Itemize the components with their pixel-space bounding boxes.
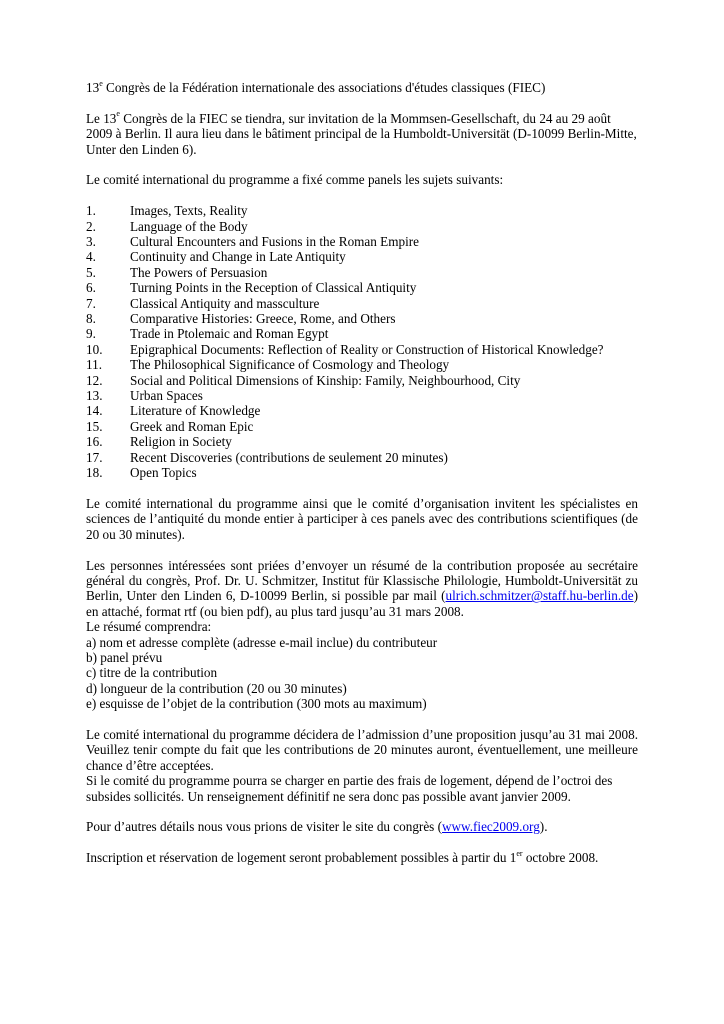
registration-date-text: octobre 2008. (522, 850, 599, 866)
panel-number: 8. (86, 311, 96, 327)
panel-title: Greek and Roman Epic (130, 418, 254, 434)
panel-number: 15. (86, 418, 103, 434)
panel-item (86, 249, 638, 264)
panel-title: Comparative Histories: Greece, Rome, and Others (130, 311, 396, 327)
panel-item (86, 388, 638, 403)
panel-number: 3. (86, 234, 96, 250)
submission-text: Les personnes intéressées sont priées d’envoyer un résumé de la contribution proposée au secrétaire général du congrès, Prof. Dr. U. Schmitzer, Institut für Klassische Philologie, Humboldt-Universität zu Berlin, Unter den Linden 6, D-10099 Berlin, si possible par mail ( (86, 557, 638, 604)
details-text-end: ). (539, 819, 548, 835)
panel-number: 5. (86, 264, 96, 280)
heading-number: 13 (86, 80, 100, 95)
panel-number: 1. (86, 203, 96, 219)
panel-item (86, 219, 638, 234)
panels-intro: Le comité international du programme a fixé comme panels les sujets suivants: (86, 172, 504, 188)
intro-ordinal-suffix: e (116, 109, 120, 119)
panel-number: 14. (86, 403, 103, 419)
panel-item (86, 296, 638, 311)
document-page (86, 80, 638, 881)
panel-item (86, 203, 638, 218)
panel-title: Urban Spaces (130, 388, 203, 404)
summary-label: Le résumé comprendra: (86, 619, 212, 635)
panel-title: Cultural Encounters and Fusions in the Roman Empire (130, 234, 419, 250)
panel-number: 10. (86, 341, 103, 357)
panel-number: 16. (86, 434, 103, 450)
panel-item (86, 342, 638, 357)
panel-item (86, 311, 638, 326)
congress-website-link[interactable]: www.fiec2009.org (442, 819, 540, 835)
panel-item (86, 434, 638, 449)
summary-item: b) panel prévu (86, 649, 163, 665)
panel-number: 17. (86, 449, 103, 465)
panel-number: 2. (86, 218, 96, 234)
summary-item: a) nom et adresse complète (adresse e-mail inclue) du contributeur (86, 634, 438, 650)
details-text: Pour d’autres détails nous vous prions de visiter le site du congrès ( (86, 819, 442, 835)
panel-title: Language of the Body (130, 218, 248, 234)
panel-title: The Philosophical Significance of Cosmology and Theology (130, 357, 450, 373)
panel-item (86, 280, 638, 295)
registration-paragraph (86, 850, 638, 865)
panel-item (86, 419, 638, 434)
summary-item: c) titre de la contribution (86, 665, 218, 681)
panel-title: Images, Texts, Reality (130, 203, 248, 219)
panel-title: Continuity and Change in Late Antiquity (130, 249, 346, 265)
panel-title: Classical Antiquity and massculture (130, 295, 320, 311)
secretary-email-link[interactable]: ulrich.schmitzer@staff.hu-berlin.de (445, 588, 634, 604)
heading-ordinal-suffix: e (99, 78, 103, 88)
details-paragraph (86, 819, 638, 834)
panel-title: Turning Points in the Reception of Classical Antiquity (130, 280, 417, 296)
document-heading (86, 80, 638, 95)
intro-paragraph (86, 111, 638, 157)
panel-title: Trade in Ptolemaic and Roman Egypt (130, 326, 329, 342)
panel-number: 7. (86, 295, 96, 311)
panel-item (86, 265, 638, 280)
intro-text-rest: Congrès de la FIEC se tiendra, sur invitation de la Mommsen-Gesellschaft, du 24 au 29 août 2009 à Berlin. Il aura lieu dans le bâtiment principal de la Humboldt-Universität (D-10099 Berlin-Mitte, Unter den Linden 6). (86, 110, 637, 157)
costs-paragraph: Si le comité du programme pourra se charger en partie des frais de logement, dépend de l’octroi des subsides sollicités. Un renseignement définitif ne sera donc pas possible avant janvier 2009. (86, 773, 613, 804)
panel-item (86, 234, 638, 249)
summary-item: e) esquisse de l’objet de la contribution (300 mots au maximum) (86, 696, 427, 712)
intro-text-start: Le 13 (86, 110, 117, 126)
invitation-paragraph: Le comité international du programme ainsi que le comité d’organisation invitent les spécialistes en sciences de l’antiquité du monde entier à participer à ces panels avec des contributions scientifiques (de 20 ou 30 minutes). (86, 495, 638, 542)
registration-ordinal-suffix: er (516, 848, 523, 858)
panel-title: Recent Discoveries (contributions de seulement 20 minutes) (130, 449, 448, 465)
summary-item: d) longueur de la contribution (20 ou 30 minutes) (86, 680, 347, 696)
submission-paragraph (86, 558, 638, 620)
panel-number: 11. (86, 357, 102, 373)
panel-title: Epigraphical Documents: Reflection of Reality or Construction of Historical Knowledge? (130, 341, 604, 357)
panel-number: 18. (86, 465, 103, 481)
heading-text: Congrès de la Fédération internationale des associations d'études classiques (FIEC) (102, 80, 546, 95)
panel-title: Open Topics (130, 465, 197, 481)
panel-title: The Powers of Persuasion (130, 264, 268, 280)
decision-paragraph: Le comité international du programme décidera de l’admission d’une proposition jusqu’au 31 mai 2008. Veuillez tenir compte du fait que les contributions de 20 minutes auront, éventuellement, une meilleure chance d’être acceptées. (86, 726, 638, 773)
panel-number: 9. (86, 326, 96, 342)
panel-number: 13. (86, 388, 103, 404)
panel-item (86, 465, 638, 480)
panel-item (86, 326, 638, 341)
panel-number: 12. (86, 372, 103, 388)
panel-item (86, 403, 638, 418)
panel-number: 4. (86, 249, 96, 265)
panel-title: Religion in Society (130, 434, 232, 450)
panel-list (86, 203, 638, 480)
panel-title: Literature of Knowledge (130, 403, 261, 419)
panel-item (86, 450, 638, 465)
panel-item (86, 373, 638, 388)
submission-deadline-text: ) en attaché, format rtf (ou bien pdf), au plus tard jusqu’au 31 mars 2008. (86, 588, 638, 619)
summary-list (86, 635, 638, 712)
registration-text: Inscription et réservation de logement seront probablement possibles à partir du 1 (86, 850, 517, 866)
panel-item (86, 357, 638, 372)
panel-title: Social and Political Dimensions of Kinship: Family, Neighbourhood, City (130, 372, 521, 388)
panel-number: 6. (86, 280, 96, 296)
